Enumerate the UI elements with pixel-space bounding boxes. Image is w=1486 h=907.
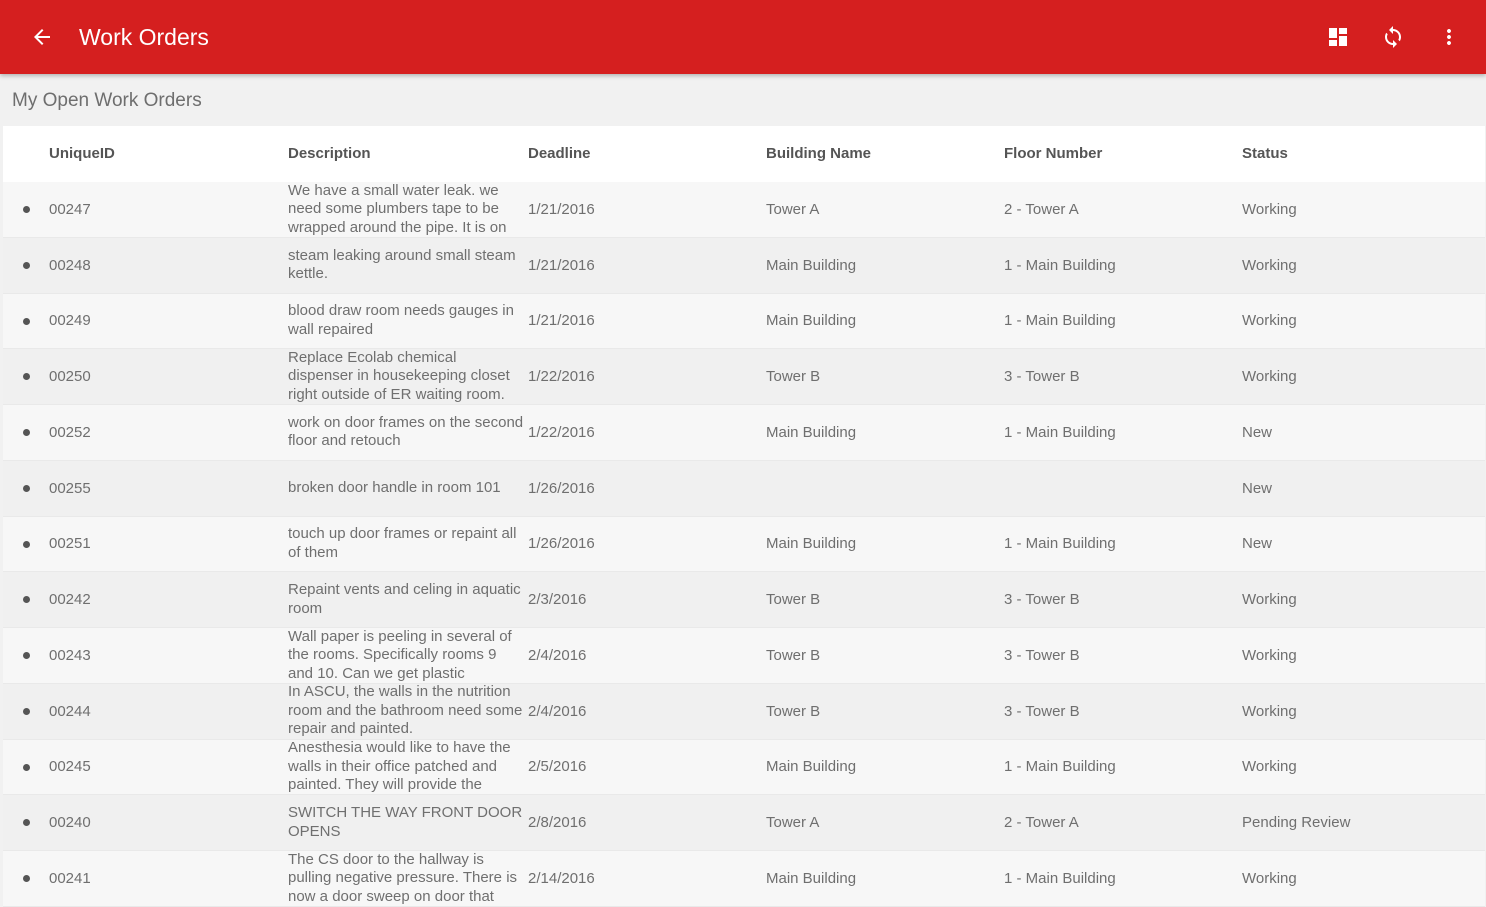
table-row[interactable]: [3, 740, 1485, 796]
app-bar: [0, 0, 1486, 74]
cell-building-name: Tower B: [766, 702, 821, 720]
cell-building-name: Main Building: [766, 535, 857, 553]
cell-description: Anesthesia would like to have the walls in their office patched and painted. They will provide the: [288, 739, 511, 794]
cell-description: steam leaking around small steam kettle.: [288, 246, 516, 283]
row-bullet: [23, 318, 30, 325]
overflow-menu-button[interactable]: [1429, 17, 1469, 57]
cell-floor-number: 2 - Tower A: [1004, 814, 1079, 832]
table-header: [3, 126, 1485, 182]
cell-description: Wall paper is peeling in several of the rooms. Specifically rooms 9 and 10. Can we get plastic: [288, 628, 512, 682]
cell-description: broken door handle in room 101: [288, 478, 501, 496]
cell-floor-number: 3 - Tower B: [1004, 646, 1080, 664]
cell-deadline: 1/26/2016: [528, 479, 595, 497]
row-bullet: [23, 596, 30, 603]
cell-floor-number: 1 - Main Building: [1004, 869, 1116, 887]
cell-status: New: [1242, 423, 1273, 441]
cell-description: We have a small water leak. we need some plumbers tape to be wrapped around the pipe. It is on: [288, 182, 507, 236]
cell-uniqueid: 00248: [49, 256, 91, 274]
cell-floor-number: 1 - Main Building: [1004, 423, 1116, 441]
cell-status: Working: [1242, 646, 1297, 664]
cell-uniqueid: 00252: [49, 423, 91, 441]
cell-uniqueid: 00243: [49, 646, 91, 664]
cell-status: Working: [1242, 869, 1297, 887]
cell-uniqueid: 00255: [49, 479, 91, 497]
cell-description: SWITCH THE WAY FRONT DOOR OPENS: [288, 804, 523, 840]
table-row[interactable]: [3, 684, 1485, 740]
cell-deadline: 2/3/2016: [528, 591, 587, 609]
table-row[interactable]: [3, 851, 1485, 907]
cell-floor-number: 3 - Tower B: [1004, 368, 1080, 386]
page-title: Work Orders: [79, 24, 209, 50]
table-row[interactable]: [3, 182, 1485, 238]
cell-deadline: 1/26/2016: [528, 535, 595, 553]
cell-status: Working: [1242, 758, 1297, 776]
cell-floor-number: 1 - Main Building: [1004, 312, 1116, 330]
cell-deadline: 2/5/2016: [528, 758, 587, 776]
work-orders-table: [3, 126, 1485, 907]
cell-building-name: Tower A: [766, 200, 820, 218]
cell-building-name: Tower B: [766, 368, 821, 386]
cell-status: New: [1242, 479, 1273, 497]
dashboard-button[interactable]: [1318, 17, 1358, 57]
cell-deadline: 2/4/2016: [528, 702, 587, 720]
cell-status: Working: [1242, 256, 1297, 274]
cell-uniqueid: 00247: [49, 200, 91, 218]
table-row[interactable]: [3, 461, 1485, 517]
cell-description: Repaint vents and celing in aquatic room: [288, 581, 521, 617]
arrow-left-icon: [30, 25, 54, 49]
cell-status: Working: [1242, 368, 1297, 386]
row-bullet: [23, 485, 30, 492]
row-bullet: [23, 819, 30, 826]
column-header-status[interactable]: Status: [1242, 145, 1288, 162]
column-header-floor-number[interactable]: Floor Number: [1004, 145, 1103, 162]
cell-floor-number: 1 - Main Building: [1004, 256, 1116, 274]
sync-button[interactable]: [1373, 17, 1413, 57]
cell-description: In ASCU, the walls in the nutrition room and the bathroom need some repair and painted.: [288, 683, 523, 738]
cell-floor-number: 3 - Tower B: [1004, 702, 1080, 720]
cell-building-name: Tower B: [766, 591, 821, 609]
cell-floor-number: 2 - Tower A: [1004, 200, 1079, 218]
row-bullet: [23, 541, 30, 548]
row-bullet: [23, 708, 30, 715]
column-header-uniqueid[interactable]: UniqueID: [49, 145, 115, 162]
cell-uniqueid: 00242: [49, 591, 91, 609]
cell-status: New: [1242, 535, 1273, 553]
cell-floor-number: 1 - Main Building: [1004, 758, 1116, 776]
cell-building-name: Tower A: [766, 814, 820, 832]
table-row[interactable]: [3, 238, 1485, 294]
table-row[interactable]: [3, 628, 1485, 684]
cell-uniqueid: 00240: [49, 814, 91, 832]
row-bullet: [23, 206, 30, 213]
dashboard-grid-icon: [1326, 25, 1350, 49]
cell-floor-number: 3 - Tower B: [1004, 591, 1080, 609]
more-vert-icon: [1437, 25, 1461, 49]
row-bullet: [23, 652, 30, 659]
table-row[interactable]: [3, 517, 1485, 573]
cell-deadline: 1/22/2016: [528, 423, 595, 441]
row-bullet: [23, 262, 30, 269]
cell-description: Replace Ecolab chemical dispenser in housekeeping closet right outside of ER waiting room.: [288, 349, 510, 403]
column-header-building-name[interactable]: Building Name: [766, 145, 872, 162]
sync-icon: [1381, 25, 1405, 49]
cell-deadline: 1/22/2016: [528, 368, 595, 386]
cell-floor-number: 1 - Main Building: [1004, 535, 1116, 553]
cell-status: Working: [1242, 312, 1297, 330]
cell-building-name: Main Building: [766, 758, 857, 776]
cell-uniqueid: 00250: [49, 368, 91, 386]
table-row[interactable]: [3, 795, 1485, 851]
cell-status: Working: [1242, 200, 1297, 218]
cell-uniqueid: 00244: [49, 702, 91, 720]
cell-deadline: 2/14/2016: [528, 869, 595, 887]
cell-deadline: 1/21/2016: [528, 312, 595, 330]
table-row[interactable]: [3, 572, 1485, 628]
cell-building-name: Main Building: [766, 423, 857, 441]
cell-building-name: Tower B: [766, 646, 821, 664]
row-bullet: [23, 764, 30, 771]
cell-uniqueid: 00251: [49, 535, 91, 553]
cell-description: The CS door to the hallway is pulling negative pressure. There is now a door sweep on door that: [288, 851, 518, 905]
table-row[interactable]: [3, 294, 1485, 350]
row-bullet: [23, 373, 30, 380]
back-button[interactable]: [22, 17, 62, 57]
cell-uniqueid: 00249: [49, 312, 91, 330]
cell-description: touch up door frames or repaint all of them: [288, 525, 517, 561]
cell-description: work on door frames on the second floor and retouch: [288, 413, 524, 450]
cell-status: Pending Review: [1242, 814, 1351, 832]
cell-deadline: 2/8/2016: [528, 814, 587, 832]
cell-deadline: 1/21/2016: [528, 200, 595, 218]
row-bullet: [23, 429, 30, 436]
cell-status: Working: [1242, 702, 1297, 720]
cell-uniqueid: 00241: [49, 869, 91, 887]
table-row[interactable]: [3, 349, 1485, 405]
cell-status: Working: [1242, 591, 1297, 609]
cell-description: blood draw room needs gauges in wall repaired: [288, 302, 514, 338]
section-title: My Open Work Orders: [12, 90, 202, 111]
cell-building-name: Main Building: [766, 312, 857, 330]
cell-building-name: Main Building: [766, 869, 857, 887]
cell-deadline: 2/4/2016: [528, 646, 587, 664]
cell-deadline: 1/21/2016: [528, 256, 595, 274]
cell-uniqueid: 00245: [49, 758, 91, 776]
row-bullet: [23, 875, 30, 882]
column-header-description[interactable]: Description: [288, 145, 371, 162]
cell-building-name: Main Building: [766, 256, 857, 274]
table-row[interactable]: [3, 405, 1485, 461]
column-header-deadline[interactable]: Deadline: [528, 145, 591, 162]
